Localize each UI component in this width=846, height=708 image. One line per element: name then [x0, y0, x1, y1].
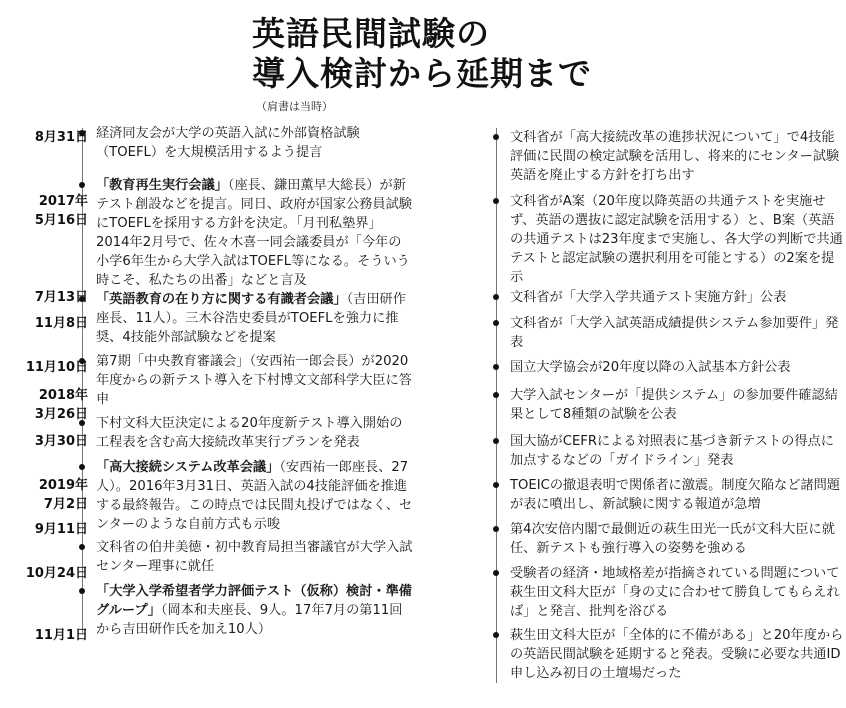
timeline-dot	[493, 632, 499, 638]
timeline-dot	[493, 438, 499, 444]
entry-text: 受験者の経済・地域格差が指摘されている問題について萩生田文科大臣が「身の丈に合わせて勝負してもらえれば」と発言、批判を浴びる	[510, 566, 840, 619]
entry-text: TOEICの撤退表明で関係者に激震。制度欠陥など諸問題が表に噴出し、新試験に関する報道が急増	[510, 478, 840, 512]
timeline-dot	[493, 526, 499, 532]
entry-date: 7月13日	[34, 290, 88, 305]
entry-text: 「高大接続システム改革会議」（安西祐一郎座長、27人）。2016年3月31日、英語入試の4技能評価を推進する最終報告。この時点では民間丸投げではなく、センターのような自前方式も示唆	[96, 460, 413, 532]
title-line-2: 導入検討から延期まで	[252, 54, 592, 93]
entry-date: 11月8日	[34, 316, 88, 331]
entry-date: 2019年 7月2日	[38, 478, 88, 512]
timeline-dot	[79, 182, 85, 188]
entry-text: 「教育再生実行会議」（座長、鎌田薫早大総長）が新テスト創設などを提言。同日、政府が国家公務員試験にTOEFLを採用する方針を決定。「月刊私塾界」2014年2月号で、佐々木喜一同会議委員が「今年の小学6年生から大学入試はTOEFL等になる。そういう時こそ、私たちの出番」などと言及	[96, 178, 412, 288]
entry-text: 「大学入学希望者学力評価テスト（仮称）検討・準備グループ」（岡本和夫座長、9人。17年7月の第11回から吉田研作氏を加え10人）	[96, 584, 412, 637]
entry-text: 第7期「中央教育審議会」（安西祐一郎会長）が2020年度からの新テスト導入を下村博文文部科学大臣に答申	[96, 354, 412, 407]
entry-text: 経済同友会が大学の英語入試に外部資格試験（TOEFL）を大規模活用するよう提言	[96, 126, 360, 160]
timeline-dot	[79, 588, 85, 594]
entry-text: 文科省の伯井美徳・初中教育局担当審議官が大学入試センター理事に就任	[96, 540, 413, 574]
entry-date: 11月1日	[34, 628, 88, 643]
timeline-dot	[493, 364, 499, 370]
timeline-dot	[493, 570, 499, 576]
title-line-1: 英語民間試験の	[252, 14, 490, 53]
title-note: （肩書は当時）	[256, 100, 333, 113]
entry-date: 2017年 5月16日	[34, 194, 88, 228]
entry-text: 国大協がCEFRによる対照表に基づき新テストの得点に加点するなどの「ガイドライン」発表	[510, 434, 834, 468]
timeline-line	[496, 128, 497, 683]
entry-date: 9月11日	[34, 522, 88, 537]
timeline-dot	[493, 392, 499, 398]
timeline-dot	[493, 320, 499, 326]
entry-date: 10月24日	[25, 566, 88, 581]
entry-text: 文科省がA案（20年度以降英語の共通テストを実施せず、英語の選抜に認定試験を活用する）と、B案（英語の共通テストは23年度まで実施し、各大学の判断で共通テストと認定試験の選択利用を可能とする）の2案を提示	[510, 194, 843, 285]
entry-text: 文科省が「大学入学共通テスト実施方針」公表	[510, 290, 787, 305]
entry-date: 2018年 3月26日	[34, 388, 88, 422]
timeline-dot	[493, 134, 499, 140]
entry-text: 下村文科大臣決定による20年度新テスト導入開始の工程表を含む高大接続改革実行プランを発表	[96, 416, 403, 450]
page-title	[252, 14, 592, 94]
timeline-dot	[493, 482, 499, 488]
timeline-dot	[493, 198, 499, 204]
entry-text: 萩生田文科大臣が「全体的に不備がある」と20年度からの英語民間試験を延期すると発表。受験に必要な共通ID申し込み初日の土壇場だった	[510, 628, 844, 681]
entry-text: 第4次安倍内閣で最側近の萩生田光一氏が文科大臣に就任、新テストも強行導入の姿勢を強める	[510, 522, 835, 556]
entry-date: 8月31日	[34, 130, 88, 145]
entry-text: 文科省が「高大接続改革の進捗状況について」で4技能評価に民間の検定試験を活用し、将来的にセンター試験英語を廃止する方針を打ち出す	[510, 130, 840, 183]
entry-text: 文科省が「大学入試英語成績提供システム参加要件」発表	[510, 316, 839, 350]
entry-date: 3月30日	[34, 434, 88, 449]
entry-text: 「英語教育の在り方に関する有識者会議」（吉田研作座長、11人）。三木谷浩史委員がTOEFLを強力に推奨、4技能外部試験などを提案	[96, 292, 406, 345]
entry-text: 大学入試センターが「提供システム」の参加要件確認結果として8種類の試験を公表	[510, 388, 838, 422]
timeline-dot	[79, 464, 85, 470]
timeline-dot	[493, 294, 499, 300]
entry-text: 国立大学協会が20年度以降の入試基本方針公表	[510, 360, 791, 375]
entry-date: 11月10日	[25, 360, 88, 375]
timeline-dot	[79, 544, 85, 550]
